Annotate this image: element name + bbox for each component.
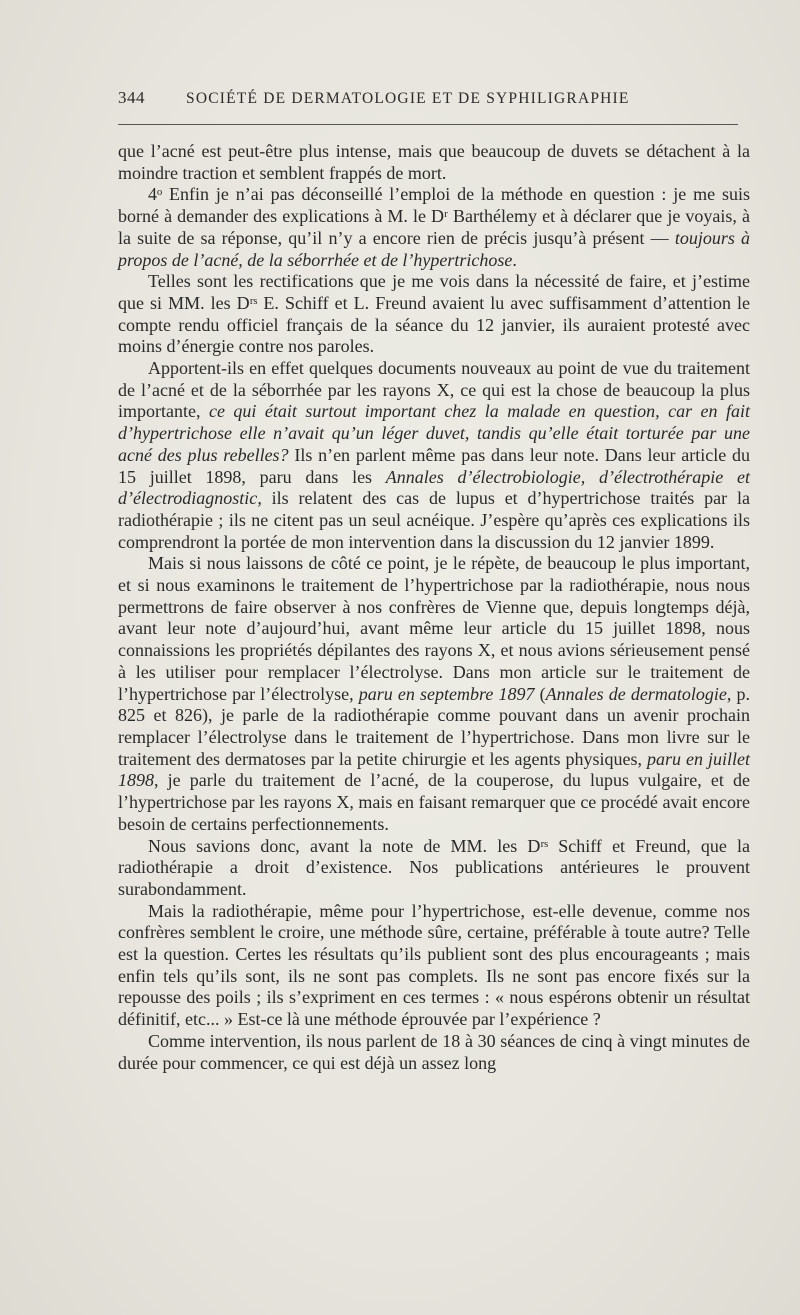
running-title: SOCIÉTÉ DE DERMATOLOGIE ET DE SYPHILIGRAPHIE	[186, 90, 630, 107]
text-run: , je parle du traitement de l’acné, de la couperose, du lupus vulgaire, et de l’hypertrichose par les rayons X, mais en faisant remarquer que ce procédé avait encore besoin de certains perfectionnements.	[118, 770, 750, 834]
text-run: Comme intervention, ils nous parlent de 18 à 30 séances de cinq à vingt minutes de durée pour commencer, ce qui est déjà un assez long	[118, 1030, 750, 1073]
body-text	[118, 141, 750, 1074]
italic-text: paru en juillet 1898	[118, 748, 750, 791]
italic-text: Annales de dermatologie	[545, 683, 727, 704]
text-run: Mais la radiothérapie, même pour l’hypertrichose, est-elle devenue, comme nos confrères semblent le croire, une méthode sûre, certaine, préférable à toute autre? Telle est la question. Certes les résultats qu’ils publient sont des plus encourageants ; mais enfin tels qu’ils sont, ils ne sont pas complets. Ils ne sont pas encore fixés sur la repousse des poils ; ils s’expriment en ces termes : « nous espérons obtenir un résultat définitif, etc... » Est-ce là une méthode éprouvée par l’expérience ?	[118, 900, 750, 1030]
italic-text: Annales d’électrobiologie, d’électrothérapie et d’électrodiagnostic	[118, 466, 750, 509]
paragraph	[118, 358, 750, 553]
text-run: Apportent-ils en effet quelques documents nouveaux au point de vue du traitement de l’acné et de la séborrhée par les rayons X, ce qui est la chose de beaucoup la plus importante,	[118, 358, 750, 422]
text-run: 4ᵒ Enfin je n’ai pas déconseillé l’emploi de la méthode en question : je me suis borné à demander des explications à M. le Dʳ Barthélemy et à déclarer que je voyais, à la suite de sa réponse, qu’il n’y a encore rien de précis jusqu’à présent —	[118, 184, 750, 248]
paragraph	[118, 141, 750, 184]
paragraph	[118, 901, 750, 1031]
page-header	[118, 88, 738, 114]
header-rule	[118, 124, 738, 125]
paragraph	[118, 271, 750, 358]
text-run: Mais si nous laissons de côté ce point, je le répète, de beaucoup le plus important, et si nous examinons le traitement de l’hypertrichose par la radiothérapie, nous nous permettrons de faire observer à nos confrères de Vienne que, depuis longtemps déjà, avant leur note d’aujourd’hui, avant même leur article du 15 juillet 1898, nous connaissions les propriétés dépilantes des rayons X, et nous avions sérieusement pensé à les utiliser pour remplacer l’électrolyse. Dans mon article sur le traitement de l’hypertrichose par l’électrolyse,	[118, 553, 750, 704]
italic-text: paru en septembre 1897	[358, 683, 535, 704]
italic-text: ce qui était surtout important chez la malade en question, car en fait d’hypertrichose elle n’avait qu’un léger duvet, tandis qu’elle était torturée par une acné des plus rebelles?	[118, 401, 750, 465]
text-run: .	[512, 249, 517, 270]
text-run: Ils n’en parlent même pas dans leur note. Dans leur article du 15 juillet 1898, paru dans les	[118, 444, 750, 487]
text-run: Telles sont les rectifications que je me vois dans la nécessité de faire, et j’estime que si MM. les Dʳˢ E. Schiff et L. Freund avaient lu avec suffisamment d’attention le compte rendu officiel français de la séance du 12 janvier, ils auraient protesté avec moins d’énergie contre nos paroles.	[118, 271, 750, 357]
paragraph	[118, 553, 750, 835]
paragraph	[118, 184, 750, 271]
text-run: , p. 825 et 826), je parle de la radiothérapie comme pouvant dans un avenir prochain remplacer l’électrolyse dans le traitement de l’hypertrichose. Dans mon livre sur le traitement des dermatoses par la petite chirurgie et les agents physiques,	[118, 683, 751, 769]
text-run: que l’acné est peut-être plus intense, mais que beaucoup de duvets se détachent à la moindre traction et semblent frappés de mort.	[118, 141, 750, 183]
text-run: Nous savions donc, avant la note de MM. les Dʳˢ Schiff et Freund, que la radiothérapie a droit d’existence. Nos publications antérieures le prouvent surabondamment.	[118, 835, 750, 899]
italic-text: toujours à propos de l’acné, de la séborrhée et de l’hypertrichose	[118, 227, 751, 270]
paragraph	[118, 836, 750, 901]
paragraph	[118, 1031, 750, 1074]
text-run: (	[534, 683, 546, 704]
text-run: , ils relatent des cas de lupus et d’hypertrichose traités par la radiothérapie ; ils ne citent pas un seul acnéique. J’espère qu’après ces explications ils comprendront la portée de mon intervention dans la discussion du 12 janvier 1899.	[118, 488, 750, 552]
page-number: 344	[118, 88, 145, 107]
